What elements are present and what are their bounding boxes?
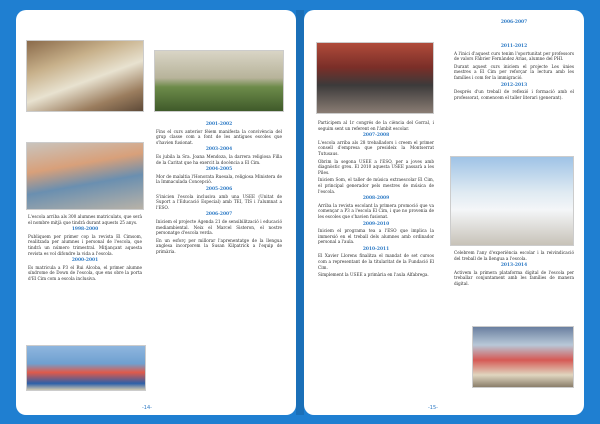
paragraph: Participem al 1r congrés de la ciència del Gorral, i seguim sent un referent en l'àmbit escolar. <box>318 120 434 131</box>
page-number: -15- <box>428 405 438 411</box>
paragraph: Iniciem el projecte Agenda 21 de sensibilització i educació mediambiental. Neix el Marcel Sisteron, el nostre personatge d'escola verda. <box>156 218 282 236</box>
year-heading: 1998-2000 <box>71 227 99 233</box>
photo-classroom <box>26 40 144 112</box>
right-page <box>304 10 584 415</box>
paragraph: Mor de malaltia l'Honorata Ruesala, religiosa Ministera de la Immaculada Concepció. <box>156 173 282 185</box>
paragraph: Durant aquest curs iniciem el projecte Les únies mestres a El Cim per reforçar la lectura amb les famílies i com fer la immigració. <box>454 63 574 80</box>
paragraph: Activem la primera plataforma digital de l'escola per treballar conjuntament amb les famílies de manera digital. <box>454 269 574 286</box>
page-number: -14- <box>142 405 152 411</box>
year-heading: 2000-2001 <box>71 258 99 264</box>
paragraph: En un esforç per millorar l'aprenentatge de la llengua anglesa incorporem la Susan Kilpatrick a l'equip de primària. <box>156 237 282 254</box>
right-col2-text <box>454 42 574 102</box>
paragraph: Es jubila la Sra. Joana Mendoza, la darrera religiosa Filla de la Caritat que ha exercit la docència a El Cim. <box>156 153 282 165</box>
paragraph: Fins el curs anterior fèiem manifesta la convivència del grup classe com a font de les antigues escoles que s'havien fusionat. <box>156 128 282 145</box>
year-heading: 2010-2011 <box>362 246 390 252</box>
paragraph: A l'inici d'aquest curs tenim l'oportunitat per professors de valors Fàbrier Fernàndez Arias, alumne del PHI. <box>454 50 574 62</box>
year-heading: 2012-2013 <box>500 82 528 88</box>
photo-congress-audience <box>316 42 434 114</box>
paragraph: El Xavier Llorens finalitza el mandat de set cursos com a representant de la titularitat de la Fundació El Cim. <box>318 253 434 270</box>
left-page <box>16 10 296 415</box>
paragraph: Publiquem per primer cop la revista El Cimsom, realitzada per alumnes i personal de l'escola, que tindrà un número trimestral. Mitjançant aquesta revista es vol difondre la vida a l'escola. <box>28 233 142 256</box>
right-col1-text <box>318 120 434 280</box>
year-heading: 2005-2006 <box>205 186 233 192</box>
year-heading: 2011-2012 <box>500 44 528 49</box>
photo-snow-trip <box>450 156 574 246</box>
year-heading: 2001-2002 <box>205 122 233 127</box>
year-heading: 2006-2007 <box>500 20 528 25</box>
paragraph: Es matricula a P3 el Rui Alcoba, el primer alumne síndrome de Down de l'escola, que ens obre la porta d'El Cim com a escola inclusiva. <box>28 264 142 281</box>
year-heading: 2004-2005 <box>205 167 233 173</box>
paragraph: L'escola arriba als 300 alumnes matriculats, que serà el nombre mitjà que tindrà durant aquests 25 anys. <box>28 214 142 225</box>
paragraph: Celebrem l'any d'experiència escolar i la reivindicació del treball de la llengua a l'escola. <box>454 250 574 261</box>
book-spine <box>296 10 304 415</box>
paragraph: Iniciem Som, el taller de música extraescolar El Cim, el principal generador pels mestres de música de l'escola. <box>318 177 434 194</box>
photo-group-celebration <box>472 326 574 388</box>
year-heading: 2007-2008 <box>362 133 390 139</box>
left-col1-text <box>28 214 142 284</box>
paragraph: Iniciem el programa tea a l'ESO que implica la immersió en el treball dels alumnes amb ordinador personal a l'aula. <box>318 228 434 245</box>
paragraph: S'inicien l'escola inclusiva amb una USEE (Unitat de Suport a l'Educació Especial) amb TEI, TIS i l'alumnat a l'ESO. <box>156 193 282 210</box>
paragraph: Simplement la USEE a primària en l'aula Alfabrega. <box>318 272 429 278</box>
photo-children-group <box>26 142 144 210</box>
year-heading: 2003-2004 <box>205 147 233 153</box>
paragraph: L'escola arriba als 28 treballadors i creem el primer consell d'empresa que presideix la Montserrat Tutusaus. <box>318 139 434 156</box>
paragraph: Arriba la revista escolant la primera promoció que va començar a P3 a l'escola El Cim, i que no provenia de les escoles que s'havien fusionat. <box>318 202 434 219</box>
year-heading: 2008-2009 <box>362 196 390 202</box>
left-col2-text <box>156 120 282 256</box>
year-heading: 2006-2007 <box>205 212 233 218</box>
right-col2-lower-text <box>454 250 574 289</box>
paragraph: Després d'un treball de reflexió i formació amb el professorat, comencem el taller literari (generant). <box>454 89 574 100</box>
photo-cyclists <box>154 50 284 112</box>
year-heading: 2013-2014 <box>500 263 528 269</box>
year-heading: 2009-2010 <box>362 221 390 227</box>
paragraph: Obrim la segona USEE a l'ESO, per a joves amb diagnòstic greu. El 2010 aquesta USEE passarà a les Piles. <box>318 158 434 175</box>
photo-castellers <box>26 345 146 391</box>
